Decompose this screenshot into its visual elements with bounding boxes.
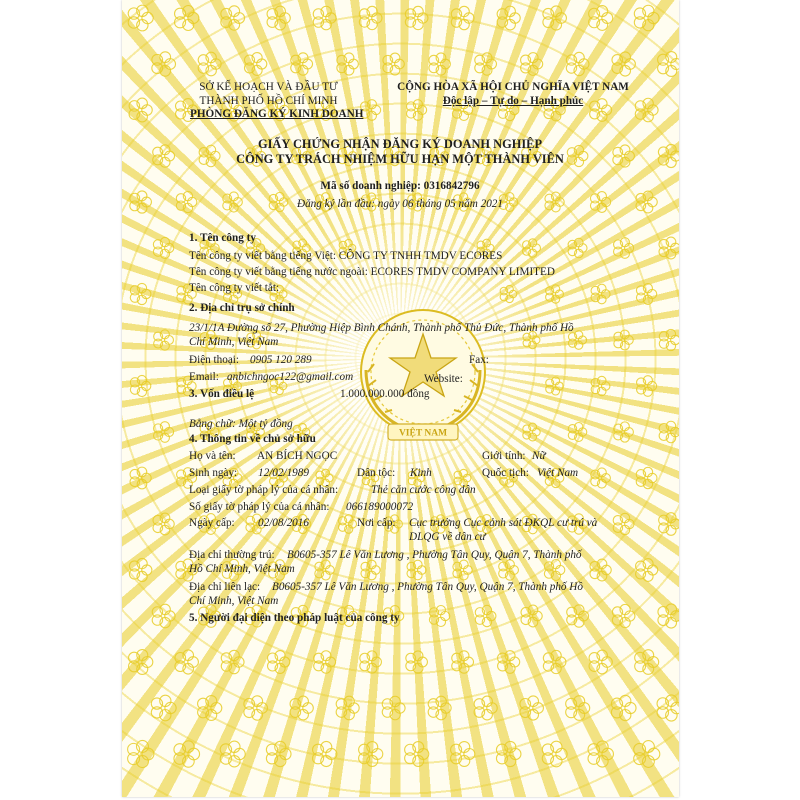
issued-by-line2: DLQG về dân cư	[409, 531, 486, 543]
pattern-flower	[337, 53, 359, 75]
owner-name-label: Họ và tên:	[189, 450, 236, 462]
pattern-flower	[474, 696, 497, 720]
pattern-flower	[174, 741, 200, 767]
pattern-flower	[339, 515, 357, 534]
pattern-flower	[129, 98, 152, 122]
pattern-flower	[405, 6, 428, 29]
pattern-flower	[475, 53, 497, 75]
pattern-flower	[636, 191, 657, 213]
phone-label: Điện thoại:	[189, 354, 240, 366]
header-country: CỘNG HÒA XÃ HỘI CHỦ NGHĨA VIỆT NAM	[397, 81, 629, 93]
pattern-flower	[405, 742, 429, 767]
pattern-flower	[590, 559, 611, 581]
pattern-flower	[523, 423, 540, 441]
pattern-flower	[359, 742, 383, 767]
dob-value: 12/02/1989	[258, 467, 309, 479]
pattern-flower	[546, 377, 564, 395]
pattern-flower	[130, 283, 151, 304]
pattern-flower	[266, 741, 291, 766]
pattern-flower	[130, 375, 150, 396]
pattern-flower	[659, 329, 679, 350]
issued-by-line1: Cục trưởng Cục cảnh sát ĐKQL cư trú và	[409, 517, 598, 529]
id-type-label: Loại giấy tờ pháp lý của cá nhân:	[189, 484, 339, 496]
section-1-heading: 1. Tên công ty	[189, 232, 256, 244]
gender-value: Nữ	[532, 450, 546, 462]
pattern-flower	[313, 741, 337, 766]
pattern-flower	[198, 52, 221, 76]
pattern-flower	[658, 604, 679, 628]
pattern-flower	[361, 100, 381, 121]
section-3-heading: 3. Vốn điều lệ	[189, 388, 255, 400]
issue-date-label: Ngày cấp:	[189, 517, 235, 529]
pattern-flower	[451, 6, 474, 29]
pattern-flower	[245, 53, 267, 76]
pattern-flower	[613, 513, 634, 534]
issued-by-label: Nơi cấp:	[357, 517, 396, 529]
pattern-flower	[591, 284, 610, 304]
charter-capital-in-words: Bằng chữ: Một tỷ đồng	[189, 418, 293, 430]
pattern-flower	[611, 695, 636, 720]
pattern-flower	[359, 6, 382, 29]
contact-address-line1: B0605-357 Lê Văn Lương , Phường Tân Quy, Quận 7, Thành phố Hồ	[272, 581, 583, 593]
pattern-flower	[221, 650, 244, 673]
pattern-flower	[542, 741, 567, 767]
pattern-flower	[636, 284, 656, 305]
pattern-flower	[361, 560, 380, 580]
pattern-flower	[591, 468, 611, 488]
certificate-title: GIẤY CHỨNG NHẬN ĐĂNG KÝ DOANH NGHIỆP	[257, 137, 543, 151]
pattern-flower	[544, 560, 564, 581]
pattern-flower	[635, 650, 659, 675]
pattern-flower	[521, 605, 542, 627]
header-city: THÀNH PHỐ HỒ CHÍ MINH	[199, 95, 338, 107]
pattern-flower	[657, 695, 679, 721]
pattern-flower	[567, 605, 589, 627]
pattern-flower	[520, 696, 544, 720]
company-name-vietnamese: Tên công ty viết bằng tiếng Việt: CÔNG TY TNHH TMDV ECORES	[189, 250, 503, 262]
pattern-flower	[175, 5, 199, 30]
pattern-flower	[129, 650, 153, 675]
permanent-address-line2: Hồ Chí Minh, Việt Nam	[189, 563, 295, 575]
pattern-flower	[153, 513, 174, 535]
pattern-flower	[152, 52, 176, 76]
pattern-flower	[566, 52, 589, 75]
pattern-flower	[198, 696, 222, 721]
pattern-flower	[428, 696, 451, 720]
pattern-flower	[268, 651, 290, 674]
email-label: Email:	[189, 371, 219, 383]
pattern-flower	[589, 650, 612, 674]
dob-label: Sinh ngày:	[189, 467, 238, 479]
section-5-heading: 5. Người đại diện theo pháp luật của công ty	[189, 612, 400, 624]
pattern-flower	[220, 741, 245, 767]
pattern-flower	[452, 651, 474, 673]
pattern-flower	[429, 53, 450, 75]
pattern-flower	[543, 6, 567, 30]
section-2-heading: 2. Địa chỉ trụ sở chính	[189, 302, 295, 314]
pattern-flower	[496, 741, 521, 766]
pattern-flower	[244, 696, 268, 720]
owner-name-value: AN BÍCH NGỌC	[257, 450, 338, 462]
pattern-flower	[658, 144, 679, 167]
pattern-flower	[382, 696, 405, 720]
pattern-flower	[658, 52, 679, 77]
contact-address-line2: Chí Minh, Việt Nam	[189, 595, 279, 607]
pattern-flower	[588, 741, 613, 767]
pattern-flower	[153, 145, 175, 167]
pattern-flower	[154, 422, 174, 443]
pattern-flower	[591, 376, 610, 395]
pattern-flower	[429, 606, 449, 627]
company-type-title: CÔNG TY TRÁCH NHIỆM HỮU HẠN MỘT THÀNH VIÊN	[236, 152, 564, 166]
nationality-label: Quốc tịch:	[482, 467, 529, 479]
pattern-flower	[614, 422, 634, 442]
fax-label: Fax:	[469, 354, 489, 366]
pattern-flower	[153, 237, 173, 258]
head-office-address-line1: 23/1/1A Đường số 27, Phường Hiệp Bình Chánh, Thành phố Thủ Đức, Thành phố Hồ	[189, 322, 574, 334]
pattern-flower	[128, 740, 154, 767]
header-office: PHÒNG ĐĂNG KÝ KINH DOANH	[190, 108, 364, 120]
pattern-flower	[151, 695, 176, 721]
header-motto: Độc lập – Tự do – Hạnh phúc	[442, 95, 584, 107]
pattern-flower	[406, 651, 428, 673]
pattern-flower	[360, 651, 382, 673]
pattern-flower	[612, 52, 635, 76]
first-registration-date: Đăng ký lần đầu: ngày 06 tháng 05 năm 2021	[296, 198, 503, 210]
permanent-address-label: Địa chỉ thường trú:	[189, 549, 275, 561]
pattern-flower	[499, 560, 519, 580]
pattern-flower	[634, 5, 659, 31]
seal-text: VIỆT NAM	[398, 428, 448, 439]
pattern-flower	[128, 5, 153, 31]
pattern-flower	[636, 559, 658, 582]
pattern-flower	[589, 6, 613, 31]
pattern-flower	[267, 6, 290, 30]
id-number-value: 066189000072	[346, 501, 414, 513]
pattern-flower	[637, 376, 657, 397]
pattern-flower	[634, 741, 660, 768]
permanent-address-line1: B0605-357 Lê Văn Lương , Phường Tân Quy, Quận 7, Thành phố	[287, 549, 582, 561]
pattern-flower	[314, 651, 336, 673]
pattern-flower	[152, 604, 175, 628]
pattern-flower	[130, 467, 151, 489]
pattern-flower	[383, 53, 404, 75]
contact-address-label: Địa chỉ liên lạc:	[189, 581, 261, 593]
pattern-flower	[175, 650, 198, 674]
email-value: anbichngoc122@gmail.com	[227, 371, 354, 383]
issue-date-value: 02/08/2016	[258, 517, 309, 529]
id-type-value: Thẻ căn cước công dân	[371, 484, 476, 496]
gender-label: Giới tính:	[482, 450, 526, 462]
pattern-flower	[566, 696, 590, 721]
pattern-flower	[614, 238, 634, 259]
pattern-flower	[129, 558, 152, 581]
phone-value: 0905 120 289	[250, 354, 312, 366]
pattern-flower	[291, 53, 313, 75]
charter-capital-amount: 1.000.000.000 đồng	[340, 388, 430, 400]
pattern-flower	[612, 604, 635, 627]
head-office-address-line2: Chí Minh, Việt Nam	[189, 336, 279, 348]
pattern-flower	[523, 239, 541, 257]
pattern-flower	[130, 191, 152, 213]
pattern-flower	[543, 650, 566, 673]
pattern-flower	[659, 237, 679, 259]
pattern-flower	[475, 605, 496, 626]
pattern-flower	[614, 330, 633, 350]
pattern-flower	[659, 421, 679, 443]
ethnicity-value: Kinh	[410, 467, 432, 479]
pattern-flower	[497, 6, 520, 30]
pattern-flower	[568, 238, 587, 258]
enterprise-code: Mã số doanh nghiệp: 0316842796	[320, 180, 480, 192]
pattern-flower	[336, 696, 359, 720]
pattern-flower	[313, 6, 336, 30]
pattern-flower	[221, 6, 245, 30]
company-name-foreign: Tên công ty viết bằng tiếng nước ngoài: ECORES TMDV COMPANY LIMITED	[189, 266, 555, 278]
pattern-flower	[498, 651, 520, 674]
pattern-flower	[568, 422, 586, 441]
pattern-flower	[521, 53, 543, 76]
pattern-flower	[315, 560, 334, 580]
pattern-flower	[636, 467, 657, 488]
pattern-flower	[453, 560, 472, 580]
id-number-label: Số giấy tờ pháp lý của cá nhân:	[189, 501, 330, 513]
pattern-flower	[407, 560, 426, 580]
ethnicity-label: Dân tộc:	[357, 467, 396, 479]
website-label: Website:	[424, 373, 463, 385]
pattern-flower	[635, 98, 658, 122]
pattern-flower	[546, 285, 564, 303]
nationality-value: Việt Nam	[537, 467, 579, 479]
header-ministry: SỞ KẾ HOẠCH VÀ ĐẦU TƯ	[199, 81, 338, 93]
company-name-abbreviation: Tên công ty viết tắt:	[189, 282, 280, 294]
pattern-flower	[290, 696, 313, 720]
pattern-flower	[451, 742, 475, 767]
pattern-flower	[154, 330, 174, 350]
section-4-heading: 4. Thông tin về chủ sở hữu	[189, 433, 316, 445]
pattern-flower	[659, 513, 679, 536]
